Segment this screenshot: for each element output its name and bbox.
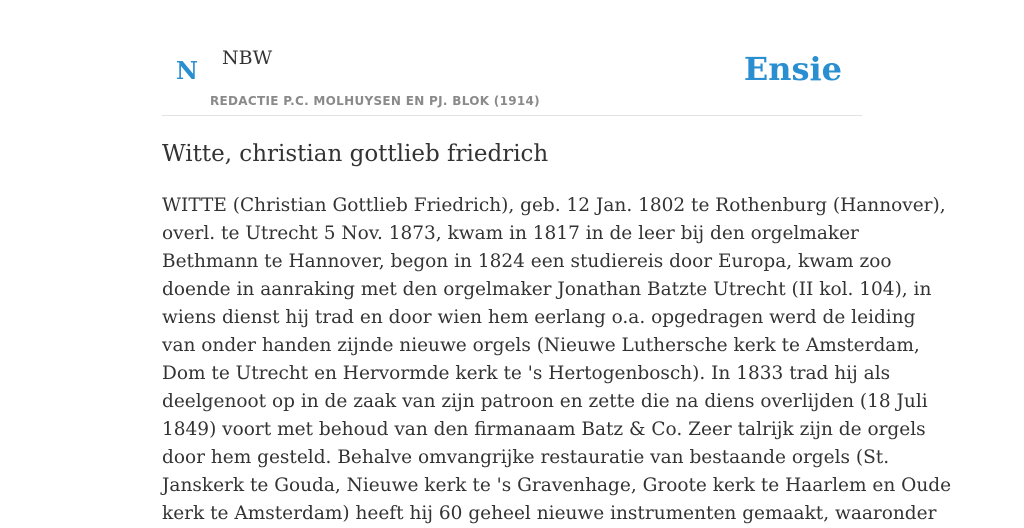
article-line: WITTE (Christian Gottlieb Friedrich), geb. 12 Jan. 1802 te Rothenburg (Hannover), <box>162 195 946 216</box>
source-logo-icon[interactable]: N <box>176 56 198 85</box>
article-line: kerk te Amsterdam) heeft hij 60 geheel nieuwe instrumenten gemaakt, waaronder <box>162 503 937 524</box>
article-line: deelgenoot op in de zaak van zijn patroon en zette die na diens overlijden (18 Juli <box>162 391 928 412</box>
article-line: Dom te Utrecht en Hervormde kerk te 's Hertogenbosch). In 1833 trad hij als <box>162 363 891 384</box>
page-header <box>162 0 862 116</box>
article-body <box>162 192 952 528</box>
article-line: 1849) voort met behoud van den firmanaam Batz & Co. Zeer talrijk zijn de orgels <box>162 419 926 440</box>
brand-logo[interactable]: Ensie <box>743 50 842 88</box>
source-name[interactable]: NBW <box>222 47 273 69</box>
article-line: overl. te Utrecht 5 Nov. 1873, kwam in 1817 in de leer bij den orgelmaker <box>162 223 859 244</box>
article-line: wiens dienst hij trad en door wien hem eerlang o.a. opgedragen werd de leiding <box>162 307 916 328</box>
source-editors: REDACTIE P.C. MOLHUYSEN EN PJ. BLOK (1914) <box>210 94 540 108</box>
article-line: door hem gesteld. Behalve omvangrijke restauratie van bestaande orgels (St. <box>162 447 890 468</box>
article-line: van onder handen zijnde nieuwe orgels (Nieuwe Luthersche kerk te Amsterdam, <box>162 335 920 356</box>
page-title: Witte, christian gottlieb friedrich <box>162 141 549 167</box>
article-line: Janskerk te Gouda, Nieuwe kerk te 's Gravenhage, Groote kerk te Haarlem en Oude <box>162 475 952 496</box>
article-line: Bethmann te Hannover, begon in 1824 een studiereis door Europa, kwam zoo <box>162 251 892 272</box>
article-line: doende in aanraking met den orgelmaker Jonathan Batzte Utrecht (II kol. 104), in <box>162 279 932 300</box>
